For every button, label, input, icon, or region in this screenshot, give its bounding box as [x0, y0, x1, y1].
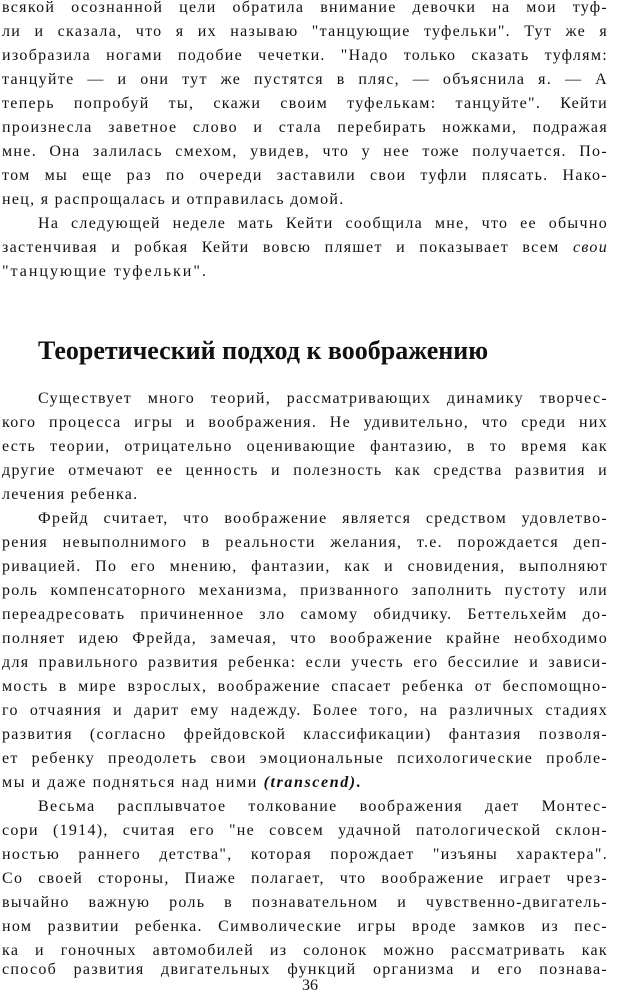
- text-line: Существует много теорий, рассматривающих динамику творчес-: [38, 390, 608, 407]
- text-line: лечения ребенка.: [2, 486, 139, 503]
- text-line: том мы еще раз по очереди заставили свои туфли плясать. Нако-: [2, 167, 608, 184]
- text-line: изобразила ногами подобие чечетки. "Надо только сказать туфлям:: [2, 47, 608, 64]
- text-line: мость в мире взрослых, воображение спасает ребенка от беспомощно-: [2, 678, 608, 695]
- text-line: теперь попробуй ты, скажи своим туфелькам: танцуйте". Кейти: [2, 95, 608, 112]
- text-line: [2, 773, 362, 793]
- text-line: произнесла заветное слово и стала перебирать ножками, подражая: [2, 119, 608, 136]
- text-line: го отчаяния и дарит ему надежду. Более того, на различных стадиях: [2, 702, 608, 719]
- text-line: Со своей стороны, Пиаже полагает, что воображение играет чрез-: [2, 870, 608, 887]
- page-number: 36: [302, 977, 318, 994]
- text-line: другие отмечают ее ценность и полезность как средства развития и: [2, 462, 608, 479]
- text-line: способ развития двигательных функций организма и его познава-: [2, 961, 608, 978]
- text-line: "танцующие туфельки".: [2, 263, 208, 280]
- section-heading: Теоретический подход к воображению: [38, 336, 489, 365]
- text-line: [2, 238, 608, 258]
- text-line: развития (согласно фрейдовской классификации) фантазия позволя-: [2, 726, 608, 743]
- text-line: сори (1914), считая его "не совсем удачной патологической склон-: [2, 822, 608, 839]
- text-line: ет ребенку преодолеть свои эмоциональные психологические пробле-: [2, 750, 608, 767]
- text-line: нец, я распрощалась и отправилась домой.: [2, 191, 345, 208]
- text-line: танцуйте — и они тут же пустятся в пляс, — объяснила я. — А: [2, 71, 608, 88]
- text-line: ностью раннего детства", которая порождает "изъяны характера".: [2, 846, 608, 863]
- text-line: есть теории, отрицательно оценивающие фантазию, в то время как: [2, 438, 608, 455]
- text-line: переадресовать причиненное зло самому обидчику. Беттельхейм до-: [2, 606, 608, 623]
- italic-term: (transcend).: [263, 774, 363, 791]
- text-line: рения невыполнимого в реальности желания, т.е. порождается деп-: [2, 534, 608, 551]
- text-line: кого процесса игры и воображения. Не удивительно, что среди них: [2, 414, 608, 431]
- text-line: мне. Она залилась смехом, увидев, что у нее тоже получается. По-: [2, 143, 608, 160]
- text-line: ка и гоночных автомобилей из солонок можно рассматривать как: [2, 942, 608, 959]
- text-line: ли и сказала, что я их называю "танцующие туфельки". Тут же я: [2, 23, 608, 40]
- text-line: всякой осознанной цели обратила внимание девочки на мои туф-: [2, 0, 608, 16]
- italic-word: свои: [572, 239, 608, 256]
- text-line: ном развитии ребенка. Символические игры вроде замков из пес-: [2, 918, 608, 935]
- text-line: ривацией. По его мнению, фантазии, как и сновидения, выполняют: [2, 558, 608, 575]
- text-line: для правильного развития ребенка: если учесть его бессилие и зависи-: [2, 654, 608, 671]
- text-fragment: застенчивая и робкая Кейти вовсю пляшет и показывает всем: [2, 239, 560, 256]
- text-line: полняет идею Фрейда, замечая, что воображение крайне необходимо: [2, 630, 608, 647]
- text-line: Фрейд считает, что воображение является средством удовлетво-: [38, 510, 608, 527]
- text-line: Весьма расплывчатое толкование воображения дает Монтес-: [38, 798, 608, 815]
- text-line: роль компенсаторного механизма, призванного заполнить пустоту или: [2, 582, 608, 599]
- text-line: вычайно важную роль в познавательном и чувственно-двигатель-: [2, 894, 608, 911]
- text-line: На следующей неделе мать Кейти сообщила мне, что ее обычно: [38, 215, 608, 232]
- text-fragment: мы и даже подняться над ними: [2, 774, 258, 791]
